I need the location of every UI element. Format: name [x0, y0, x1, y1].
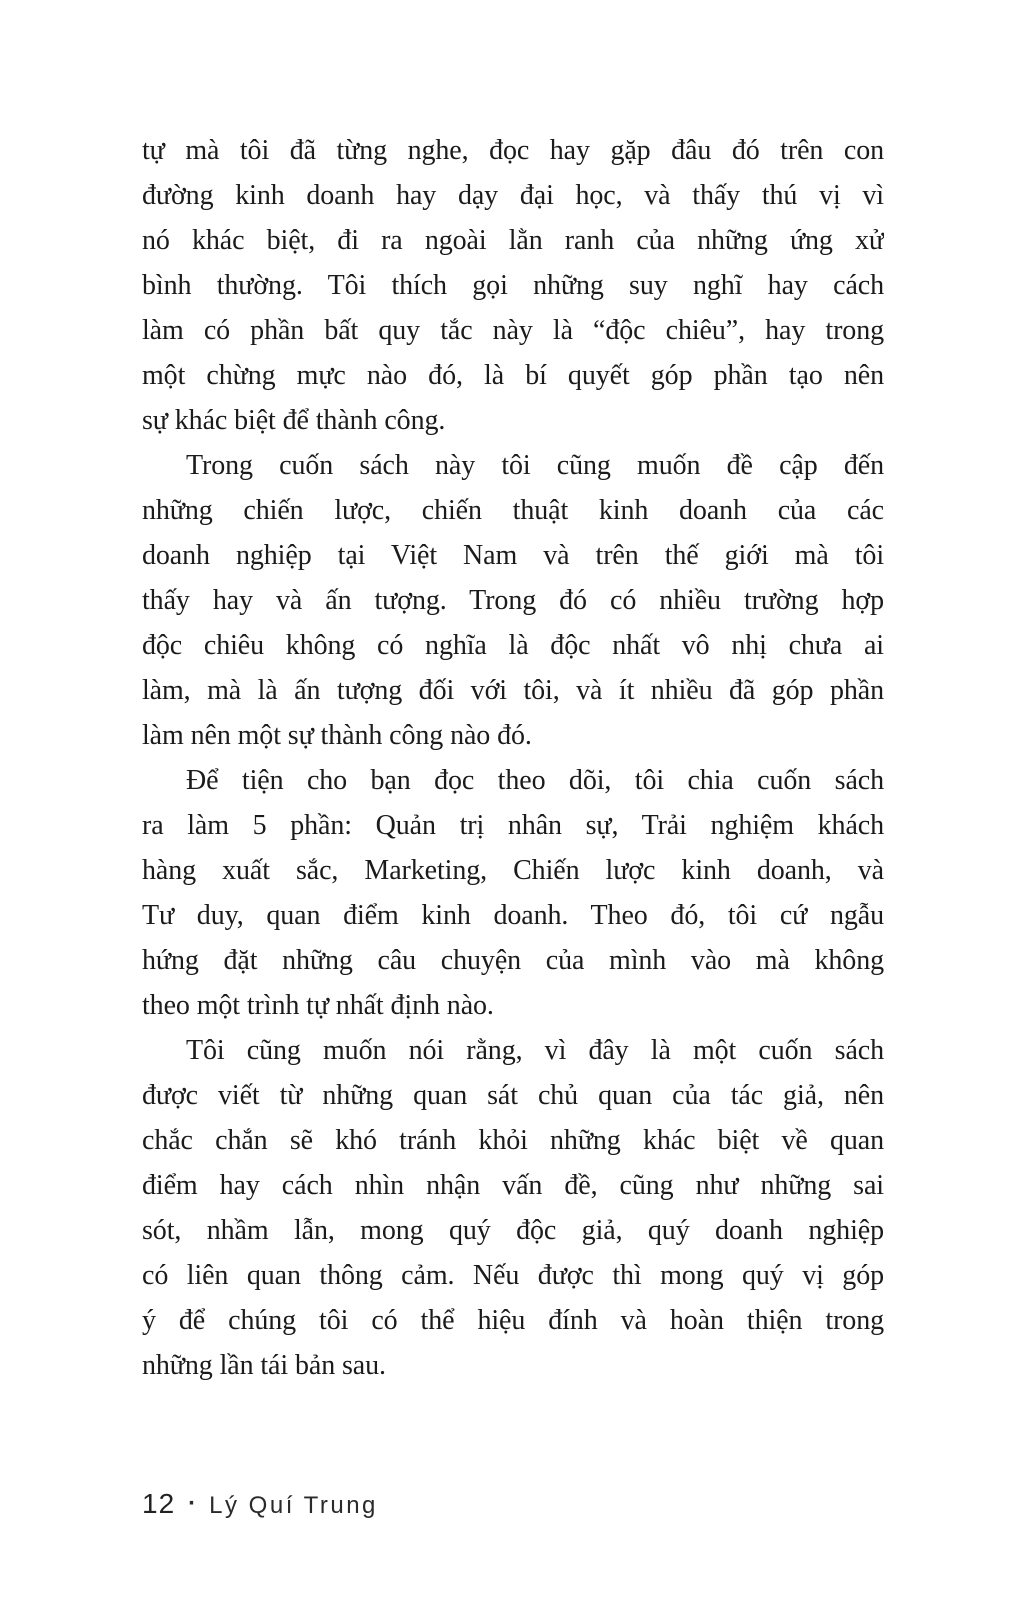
text-line: có liên quan thông cảm. Nếu được thì mong quý vị góp: [142, 1260, 884, 1291]
text-line: làm nên một sự thành công nào đó.: [142, 720, 532, 751]
text-line: tự mà tôi đã từng nghe, đọc hay gặp đâu đó trên con: [142, 135, 884, 166]
text-line: đường kinh doanh hay dạy đại học, và thấy thú vị vì: [142, 180, 884, 211]
text-line: Tư duy, quan điểm kinh doanh. Theo đó, tôi cứ ngẫu: [142, 900, 884, 931]
text-line: ra làm 5 phần: Quản trị nhân sự, Trải nghiệm khách: [142, 810, 884, 841]
text-line: thấy hay và ấn tượng. Trong đó có nhiều trường hợp: [142, 585, 884, 616]
text-line: làm, mà là ấn tượng đối với tôi, và ít nhiều đã góp phần: [142, 675, 884, 706]
page-footer: [142, 1488, 378, 1524]
text-line: bình thường. Tôi thích gọi những suy nghĩ hay cách: [142, 270, 884, 301]
page-number: 12: [142, 1488, 176, 1519]
text-line: những chiến lược, chiến thuật kinh doanh của các: [142, 495, 884, 526]
text-line: điểm hay cách nhìn nhận vấn đề, cũng như những sai: [142, 1170, 884, 1201]
text-line: doanh nghiệp tại Việt Nam và trên thế giới mà tôi: [142, 540, 884, 571]
text-line: theo một trình tự nhất định nào.: [142, 990, 494, 1021]
text-line: ý để chúng tôi có thể hiệu đính và hoàn thiện trong: [142, 1305, 884, 1336]
text-line: những lần tái bản sau.: [142, 1350, 386, 1381]
text-block: [142, 128, 884, 1388]
text-line: chắc chắn sẽ khó tránh khỏi những khác biệt về quan: [142, 1125, 884, 1156]
text-line: hứng đặt những câu chuyện của mình vào mà không: [142, 945, 884, 976]
text-line: được viết từ những quan sát chủ quan của tác giả, nên: [142, 1080, 884, 1111]
text-line: sót, nhầm lẫn, mong quý độc giả, quý doanh nghiệp: [142, 1215, 884, 1246]
text-line: Trong cuốn sách này tôi cũng muốn đề cập đến: [186, 450, 884, 481]
text-line: Để tiện cho bạn đọc theo dõi, tôi chia cuốn sách: [186, 765, 884, 796]
text-line: độc chiêu không có nghĩa là độc nhất vô nhị chưa ai: [142, 630, 884, 661]
text-line: sự khác biệt để thành công.: [142, 405, 446, 436]
footer-separator-dot: ·: [188, 1490, 197, 1517]
text-line: làm có phần bất quy tắc này là “độc chiêu”, hay trong: [142, 315, 884, 346]
text-line: nó khác biệt, đi ra ngoài lằn ranh của những ứng xử: [142, 225, 884, 256]
text-line: Tôi cũng muốn nói rằng, vì đây là một cuốn sách: [186, 1035, 884, 1066]
text-line: một chừng mực nào đó, là bí quyết góp phần tạo nên: [142, 360, 884, 391]
author-name: Lý Quí Trung: [209, 1492, 378, 1519]
text-line: hàng xuất sắc, Marketing, Chiến lược kinh doanh, và: [142, 855, 884, 886]
